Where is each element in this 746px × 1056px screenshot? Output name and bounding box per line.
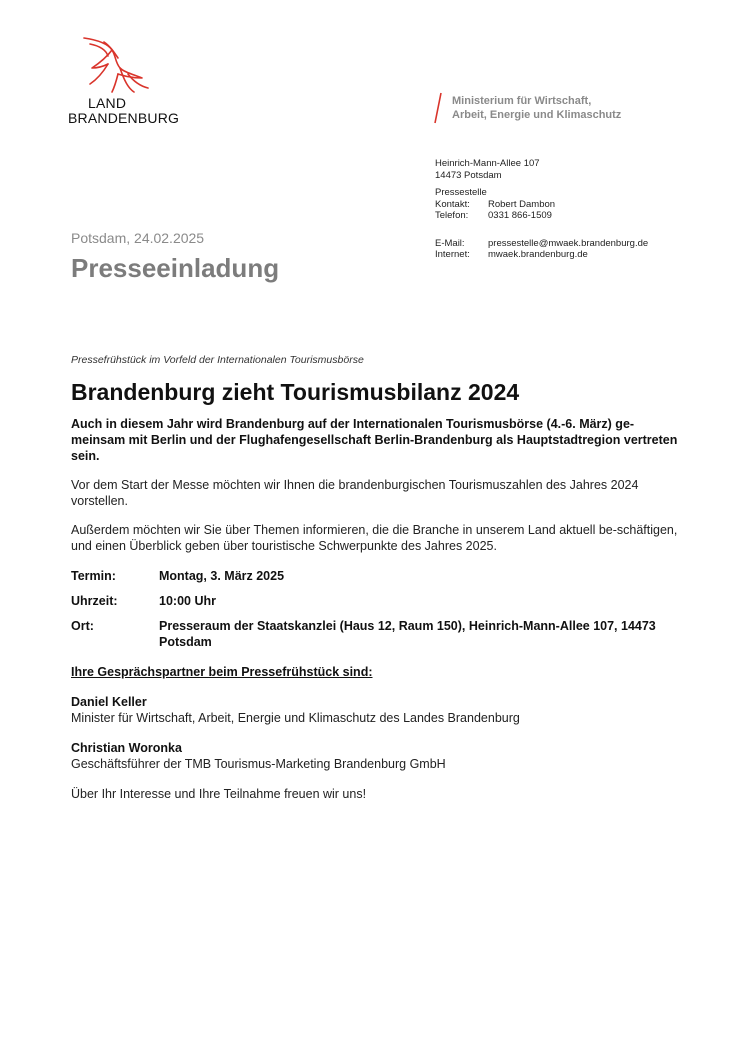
article-headline: Brandenburg zieht Tourismusbilanz 2024: [71, 379, 520, 405]
article-body: [71, 352, 681, 802]
event-location-label: Ort:: [71, 619, 94, 633]
ministry-name-line2: Arbeit, Energie und Klimaschutz: [452, 109, 622, 121]
partner-2: [71, 740, 681, 772]
land-brandenburg-logo: [68, 34, 198, 126]
internet-label: Internet:: [435, 249, 470, 260]
partner-name: Daniel Keller: [71, 695, 147, 709]
article-lead: Auch in diesem Jahr wird Brandenburg auf der Internationalen Tourismusbörse (4.-6. März) ge-meinsam mit Berlin und der Flughafengesellschaft Berlin-Brandenburg als Hauptstadtregion vertreten sein.: [71, 417, 678, 463]
closing-sentence: Über Ihr Interesse und Ihre Teilnahme freuen wir uns!: [71, 787, 367, 801]
partner-role: Geschäftsführer der TMB Tourismus-Marketing Brandenburg GmbH: [71, 757, 446, 771]
email-row: [435, 238, 735, 250]
address-line2: 14473 Potsdam: [435, 169, 502, 181]
partners-heading: Ihre Gesprächspartner beim Pressefrühstück sind:: [71, 665, 373, 679]
email-label: E-Mail:: [435, 237, 465, 249]
address-line1: Heinrich-Mann-Allee 107: [435, 158, 540, 169]
eagle-icon: [68, 34, 178, 96]
contact-person-row: [435, 199, 735, 211]
event-date-label: Termin:: [71, 569, 116, 583]
slash-divider: [433, 92, 443, 124]
event-time-row: [71, 593, 681, 609]
event-date-row: [71, 568, 681, 584]
dateline: Potsdam, 24.02.2025: [71, 230, 205, 246]
partner-role: Minister für Wirtschaft, Arbeit, Energie und Klimaschutz des Landes Brandenburg: [71, 711, 520, 725]
event-time-value: 10:00 Uhr: [159, 594, 216, 608]
contact-block: [435, 158, 735, 261]
article-subtitle: Pressefrühstück im Vorfeld der Internationalen Tourismusbörse: [71, 354, 364, 366]
event-location-value: Presseraum der Staatskanzlei (Haus 12, Raum 150), Heinrich-Mann-Allee 107, 14473 Potsdam: [159, 619, 656, 649]
article-paragraph-2: Außerdem möchten wir Sie über Themen informieren, die die Branche in unserem Land aktuell be-schäftigen, und einen Überblick geben über touristische Schwerpunkte des Jahres 2025.: [71, 523, 678, 553]
event-location-row: [71, 618, 681, 650]
logo-text-line1: LAND: [88, 95, 127, 111]
logo-text-line2: BRANDENBURG: [68, 110, 180, 126]
phone-row: [435, 210, 735, 222]
event-date-value: Montag, 3. März 2025: [159, 569, 285, 583]
event-details: [71, 568, 681, 650]
article-paragraph-1: Vor dem Start der Messe möchten wir Ihnen die brandenburgischen Tourismuszahlen des Jahres 2024 vorstellen.: [71, 478, 639, 508]
email-value[interactable]: pressestelle@mwaek.brandenburg.de: [488, 237, 649, 249]
ministry-name-line1: Ministerium für Wirtschaft,: [452, 95, 592, 107]
contact-label: Kontakt:: [435, 198, 470, 210]
press-office: Pressestelle: [435, 187, 487, 198]
partner-name: Christian Woronka: [71, 741, 182, 755]
document-type-title: Presseeinladung: [71, 253, 280, 283]
contact-value: Robert Dambon: [488, 198, 556, 210]
partner-1: [71, 694, 681, 726]
phone-value: 0331 866-1509: [488, 210, 552, 221]
phone-label: Telefon:: [435, 210, 469, 221]
internet-row: [435, 249, 735, 261]
event-time-label: Uhrzeit:: [71, 594, 118, 608]
internet-value[interactable]: mwaek.brandenburg.de: [488, 249, 588, 260]
